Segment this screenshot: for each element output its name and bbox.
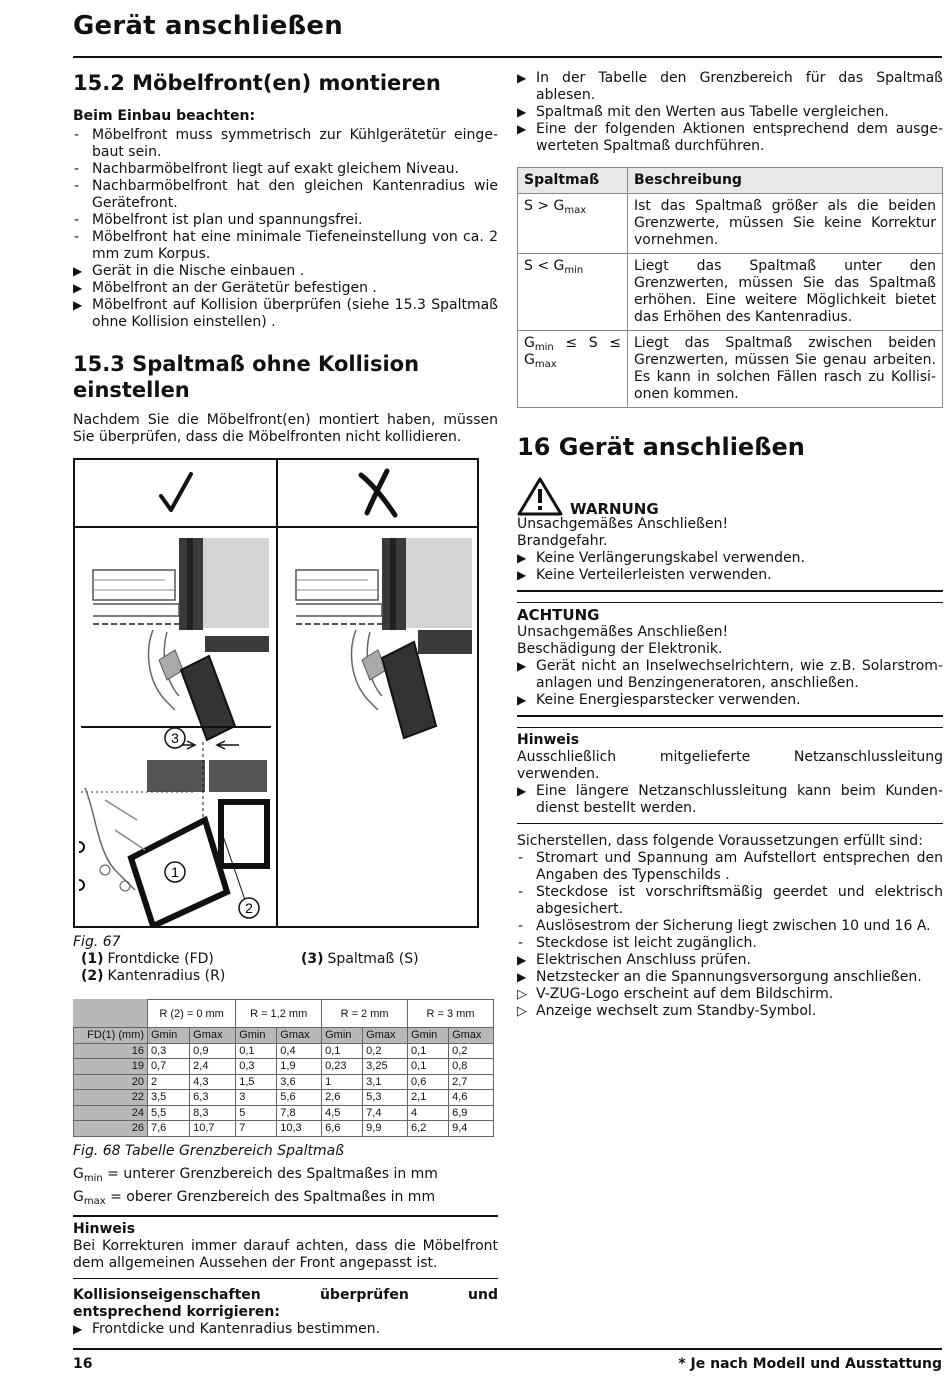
list-item: ▶ Keine Verlängerungskabel verwenden. <box>517 550 943 567</box>
table-row: 26 7,6 10,7 7 10,3 6,6 9,9 6,2 9,4 <box>74 1121 494 1137</box>
list-item: ▶ Spaltmaß mit den Werten aus Tabelle vergleichen. <box>517 104 943 121</box>
figure-collision-panel <box>276 460 477 926</box>
section-16-title: 16 Gerät anschließen <box>517 433 805 461</box>
caution-line-2: Beschädigung der Elektronik. <box>517 641 723 657</box>
table-header: R (2) = 0 mm <box>148 1000 236 1028</box>
installation-lead: Beim Einbau beachten: <box>73 108 256 124</box>
warning-line-2: Brandgefahr. <box>517 533 608 549</box>
hinge-illustration-collision <box>278 530 478 926</box>
collision-steps <box>73 1321 498 1338</box>
header-rule <box>73 56 942 58</box>
hinge-illustration-correct <box>75 530 275 926</box>
list-item: - Auslösestrom der Sicherung liegt zwischen 10 und 16 A. <box>517 918 943 935</box>
list-item: - Steckdose ist vorschriftsmäßig geerdet und elektrisch abgesichert. <box>517 884 943 918</box>
installation-steps <box>73 263 498 331</box>
table-row: 19 0,7 2,4 0,3 1,9 0,23 3,25 0,1 0,8 <box>74 1059 494 1075</box>
connection-steps <box>517 952 943 986</box>
table-header: R = 1,2 mm <box>236 1000 322 1028</box>
collision-title: Kollisionseigenschaften überprüfen und entsprechend korrigieren: <box>73 1286 498 1320</box>
table-header: Gmax <box>190 1028 236 1044</box>
list-item: - Möbelfront muss symmetrisch zur Kühlgerätetür eingebaut sein. <box>73 127 498 161</box>
left-column <box>73 70 498 1338</box>
figure-67 <box>73 458 479 928</box>
list-item: - Möbelfront hat eine minimale Tiefeneinstellung von ca. 2 mm zum Korpus. <box>73 229 498 263</box>
list-item: - Möbelfront ist plan und spannungsfrei. <box>73 212 498 229</box>
legend-item: (2) Kantenradius (R) <box>81 968 226 984</box>
table-header: Spaltmaß <box>518 168 628 194</box>
callout-2: 2 <box>245 900 253 916</box>
section-15-3-title: 15.3 Spaltmaß ohne Kollision einstellen <box>73 352 420 402</box>
table-row: 16 0,3 0,9 0,1 0,4 0,1 0,2 0,1 0,2 <box>74 1043 494 1059</box>
table-row: 24 5,5 8,3 5 7,8 4,5 7,4 4 6,9 <box>74 1105 494 1121</box>
installation-requirements <box>73 127 498 263</box>
figure-67-caption: Fig. 67 <box>73 934 121 950</box>
table-header: Gmin <box>148 1028 190 1044</box>
list-item: ▶ Elektrischen Anschluss prüfen. <box>517 952 943 969</box>
warning-block <box>517 476 943 584</box>
table-header: Gmin <box>322 1028 363 1044</box>
callout-1: 1 <box>171 864 179 880</box>
warning-line-1: Unsachgemäßes Anschließen! <box>517 516 729 532</box>
page-header-title: Gerät anschließen <box>73 11 343 41</box>
table-header: Gmax <box>277 1028 322 1044</box>
table-row: 20 2 4,3 1,5 3,6 1 3,1 0,6 2,7 <box>74 1074 494 1090</box>
table-header: Beschreibung <box>628 168 943 194</box>
list-item: ▶ Keine Verteilerleisten verwenden. <box>517 567 943 584</box>
hint-2-end-rule <box>517 823 943 824</box>
caution-line-1: Unsachgemäßes Anschließen! <box>517 624 729 640</box>
caution-block <box>517 607 943 709</box>
list-item: ▷ V-ZUG-Logo erscheint auf dem Bildschirm. <box>517 986 943 1003</box>
list-item: ▶ Möbelfront auf Kollision überprüfen (siehe 15.3 Spaltmaß ohne Kollision einstellen) . <box>73 297 498 331</box>
list-item: ▶ Gerät in die Nische einbauen . <box>73 263 498 280</box>
figure-68-caption: Fig. 68 Tabelle Grenzbereich Spaltmaß <box>73 1142 344 1159</box>
right-column <box>517 70 943 1020</box>
warning-title: WARNUNG <box>570 500 659 518</box>
connection-results <box>517 986 943 1020</box>
section-15-3-intro: Nachdem Sie die Möbelfront(en) montiert haben, müssen Sie überprüfen, dass die Möbelfronten nicht kollidieren. <box>73 412 498 445</box>
caution-rule <box>517 715 943 717</box>
gmax-definition: $G_{max}$ = oberer Grenzbereich des Spaltmaßes in mm <box>73 1188 436 1207</box>
table-row: 22 3,5 6,3 3 5,6 2,6 5,3 2,1 4,6 <box>74 1090 494 1106</box>
legend-item: (1) Frontdicke (FD) <box>81 951 214 967</box>
list-item: ▶ Möbelfront an der Gerätetür befestigen . <box>73 280 498 297</box>
table-row: $S < G_{min}$ Liegt das Spaltmaß unter den Grenzwerten, müssen Sie das Spaltmaß erhöhen. Eine weitere Möglichkeit bietet das Erhöhen des Kantenradius. <box>518 254 943 331</box>
list-item: ▶ Keine Energiesparstecker verwenden. <box>517 692 943 709</box>
list-item: ▷ Anzeige wechselt zum Standby-Symbol. <box>517 1003 943 1020</box>
prereq-list <box>517 850 943 952</box>
hint-text: Bei Korrekturen immer darauf achten, dass die Möbelfront dem allgemeinen Aussehen der Front angepasst ist. <box>73 1237 498 1271</box>
warning-triangle-icon <box>517 476 563 516</box>
caution-title: ACHTUNG <box>517 606 600 624</box>
table-header: Gmax <box>449 1028 494 1044</box>
list-item: ▶ Eine längere Netzanschlussleitung kann beim Kundendienst bestellt werden. <box>517 783 943 817</box>
list-item: ▶ Netzstecker an die Spannungsversorgung anschließen. <box>517 969 943 986</box>
checkmark-icon <box>151 468 201 518</box>
list-item: - Steckdose ist leicht zugänglich. <box>517 935 943 952</box>
table-header: FD(1) (mm) <box>74 1028 148 1044</box>
cross-icon <box>353 465 403 521</box>
list-item: ▶ Frontdicke und Kantenradius bestimmen. <box>73 1321 498 1338</box>
list-item: ▶ Eine der folgenden Aktionen entsprechend dem ausgewerteten Spaltmaß durchführen. <box>517 121 943 155</box>
figure-correct-panel <box>75 460 276 926</box>
table-row: $G_{min} \le S \le G_{max}$ Liegt das Spaltmaß zwischen beiden Grenzwerten, müssen Sie genau arbeiten. Es kann in solchen Fällen rasch zu Kollisionen kommen. <box>518 331 943 408</box>
hint-2-top-rule <box>517 727 943 728</box>
table-header: R = 2 mm <box>322 1000 408 1028</box>
caution-top-rule <box>517 602 943 603</box>
page-number: 16 <box>73 1356 93 1372</box>
list-item: - Nachbarmöbelfront hat den gleichen Kantenradius wie Gerätefront. <box>73 178 498 212</box>
hint-title: Hinweis <box>73 1220 136 1237</box>
footer-note: * Je nach Modell und Ausstattung <box>678 1356 942 1372</box>
section-15-2-title: 15.2 Möbelfront(en) montieren <box>73 71 441 95</box>
table-header: Gmin <box>236 1028 277 1044</box>
table-corner-cell <box>74 1000 148 1028</box>
list-item: - Stromart und Spannung am Aufstellort entsprechen den Angaben des Typenschilds . <box>517 850 943 884</box>
gmin-definition: $G_{min}$ = unterer Grenzbereich des Spaltmaßes in mm <box>73 1165 438 1184</box>
prereq-intro: Sicherstellen, dass folgende Voraussetzungen erfüllt sind: <box>517 833 923 849</box>
gap-action-table <box>517 167 943 408</box>
list-item: - Nachbarmöbelfront liegt auf exakt gleichem Niveau. <box>73 161 498 178</box>
callout-3: 3 <box>171 730 179 746</box>
hint-2-title: Hinweis <box>517 732 580 748</box>
list-item: ▶ In der Tabelle den Grenzbereich für das Spaltmaß ablesen. <box>517 70 943 104</box>
table-header: R = 3 mm <box>408 1000 494 1028</box>
hint-end-rule <box>73 1278 498 1279</box>
table-row: $S > G_{max}$ Ist das Spaltmaß größer als die beiden Grenzwerte, müssen Sie keine Korrektur vornehmen. <box>518 194 943 254</box>
footer-rule <box>73 1348 942 1350</box>
figure-67-legend <box>81 951 498 985</box>
hint-2-text: Ausschließlich mitgelieferte Netzanschlussleitung verwenden. <box>517 749 943 782</box>
limit-range-table <box>73 999 494 1137</box>
evaluation-steps <box>517 70 943 155</box>
legend-item: (3) Spaltmaß (S) <box>301 951 419 967</box>
table-header: Gmax <box>363 1028 408 1044</box>
hint-rule <box>73 1215 498 1217</box>
hint-2-block <box>517 732 943 817</box>
list-item: ▶ Gerät nicht an Inselwechselrichtern, wie z.B. Solarstromanlagen und Benzingeneratoren, anschließen. <box>517 658 943 692</box>
table-header: Gmin <box>408 1028 449 1044</box>
warning-rule <box>517 590 943 592</box>
